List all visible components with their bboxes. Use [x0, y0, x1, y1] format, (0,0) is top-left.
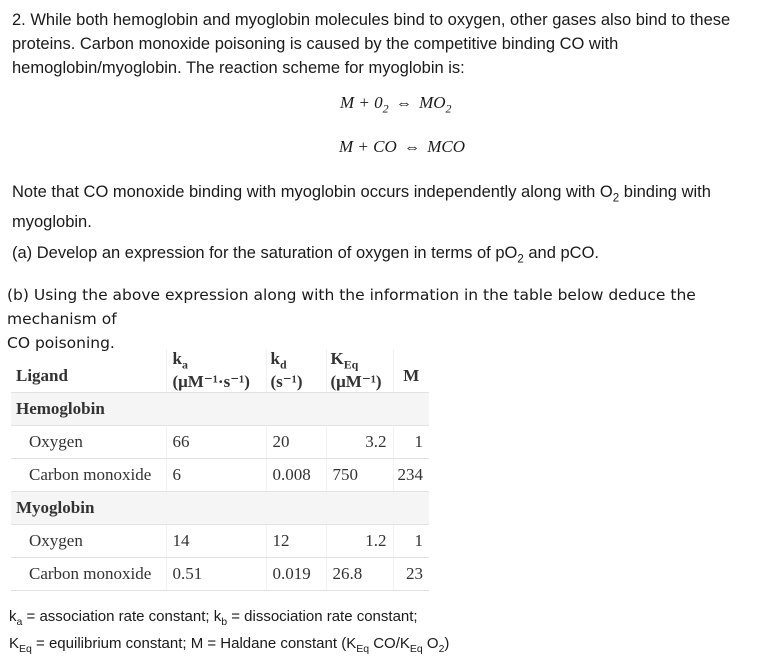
part-a — [12, 241, 599, 271]
header-ka-sub: a — [181, 357, 188, 372]
note-text: Note that CO monoxide binding with myoglobin occurs independently along with O — [12, 183, 613, 201]
note-line: myoglobin. — [12, 213, 92, 232]
footnote-ka: k — [9, 608, 17, 625]
cell-ka: 6 — [166, 459, 266, 492]
header-ka-unit: (μM⁻¹·s⁻¹) — [172, 372, 250, 392]
table-header-row — [11, 349, 429, 393]
part-a-sub: 2 — [517, 253, 524, 266]
cell-ka: 0.51 — [166, 558, 266, 591]
cell-kd: 0.019 — [266, 558, 326, 591]
footnote-text: ) — [444, 635, 450, 652]
cell-m: 1 — [393, 525, 429, 558]
note-sub: 2 — [612, 192, 620, 205]
header-m: M — [393, 349, 429, 393]
header-keq-unit: (μM⁻¹) — [330, 372, 382, 392]
cell-ligand: Oxygen — [11, 525, 166, 558]
footnote-sub: 2 — [438, 643, 445, 655]
cell-ligand: Carbon monoxide — [11, 558, 166, 591]
footnote-text: = association rate constant; — [22, 608, 214, 625]
question-intro — [12, 8, 730, 80]
cell-kd: 0.008 — [266, 459, 326, 492]
cell-kd: 12 — [266, 525, 326, 558]
intro-line: hemoglobin/myoglobin. The reaction scheme for myoglobin is: — [12, 59, 465, 77]
part-b-line: (b) Using the above expression along with the information in the table below deduce the mechanism of — [7, 286, 696, 328]
table-row — [11, 426, 429, 459]
header-keq — [326, 349, 393, 393]
cell-ka: 66 — [166, 426, 266, 459]
table-row — [11, 459, 429, 492]
eq1-right-sub: 2 — [445, 101, 452, 116]
eq1-right: MO — [419, 93, 446, 112]
cell-ligand: Oxygen — [11, 426, 166, 459]
equation-oxygen — [340, 93, 452, 116]
footnote-kb: k — [213, 608, 222, 625]
intro-line: proteins. Carbon monoxide poisoning is caused by the competitive binding CO with — [12, 35, 619, 53]
cell-keq: 750 — [326, 459, 393, 492]
part-b — [7, 283, 783, 355]
eq2-left: M + CO — [339, 137, 397, 156]
table-row — [11, 558, 429, 591]
eq1-left: M + 0 — [340, 93, 383, 112]
footnote-line — [9, 633, 449, 660]
footnote-text: = dissociation rate constant; — [227, 608, 418, 625]
cell-keq: 3.2 — [326, 426, 393, 459]
equilibrium-arrow-icon: ⇔ — [395, 95, 412, 112]
table-section-row — [11, 492, 429, 525]
cell-keq: 26.8 — [326, 558, 393, 591]
cell-m: 23 — [393, 558, 429, 591]
footnote-sub: Eq — [19, 643, 32, 655]
header-keq-sub: Eq — [343, 357, 359, 372]
equation-co — [339, 137, 465, 157]
note-line — [12, 180, 711, 210]
footnote-text: = equilibrium constant; M = Haldane constant (K — [31, 635, 357, 652]
footnote-line — [9, 606, 449, 633]
header-kd-symbol: k — [270, 349, 280, 368]
header-kd-unit: (s⁻¹) — [270, 372, 303, 392]
eq2-right: MCO — [427, 137, 466, 156]
cell-ligand: Carbon monoxide — [11, 459, 166, 492]
header-ka-symbol: k — [172, 349, 182, 368]
header-ligand: Ligand — [11, 349, 166, 393]
section-hemoglobin: Hemoglobin — [11, 393, 429, 426]
part-a-text: and pCO. — [523, 244, 599, 262]
part-b-line: CO poisoning. — [7, 334, 115, 352]
header-kd-sub: d — [279, 357, 287, 372]
footnote-text: CO/K — [369, 635, 410, 652]
cell-ka: 14 — [166, 525, 266, 558]
header-keq-symbol: K — [330, 349, 344, 368]
part-a-text: (a) Develop an expression for the saturation of oxygen in terms of pO — [12, 244, 518, 262]
cell-keq: 1.2 — [326, 525, 393, 558]
table-section-row — [11, 393, 429, 426]
intro-line: 2. While both hemoglobin and myoglobin molecules bind to oxygen, other gases also bind to these — [12, 11, 731, 29]
footnote-sub: b — [221, 616, 228, 628]
note-text: binding with — [619, 183, 711, 201]
table-row — [11, 525, 429, 558]
footnote-sub: Eq — [409, 643, 423, 655]
equilibrium-arrow-icon: ⇔ — [404, 139, 420, 156]
cell-kd: 20 — [266, 426, 326, 459]
footnote-text: O — [422, 635, 439, 652]
note-paragraph — [12, 180, 711, 234]
kinetics-table — [11, 349, 429, 591]
cell-m: 1 — [393, 426, 429, 459]
header-kd — [266, 349, 326, 393]
cell-m: 234 — [393, 459, 429, 492]
footnote-sub: a — [16, 616, 23, 628]
footnote-keq: K — [9, 635, 20, 652]
eq1-left-sub: 2 — [382, 101, 389, 116]
section-myoglobin: Myoglobin — [11, 492, 429, 525]
table-footnote — [9, 606, 449, 660]
header-ka — [166, 349, 266, 393]
footnote-sub: Eq — [356, 643, 370, 655]
